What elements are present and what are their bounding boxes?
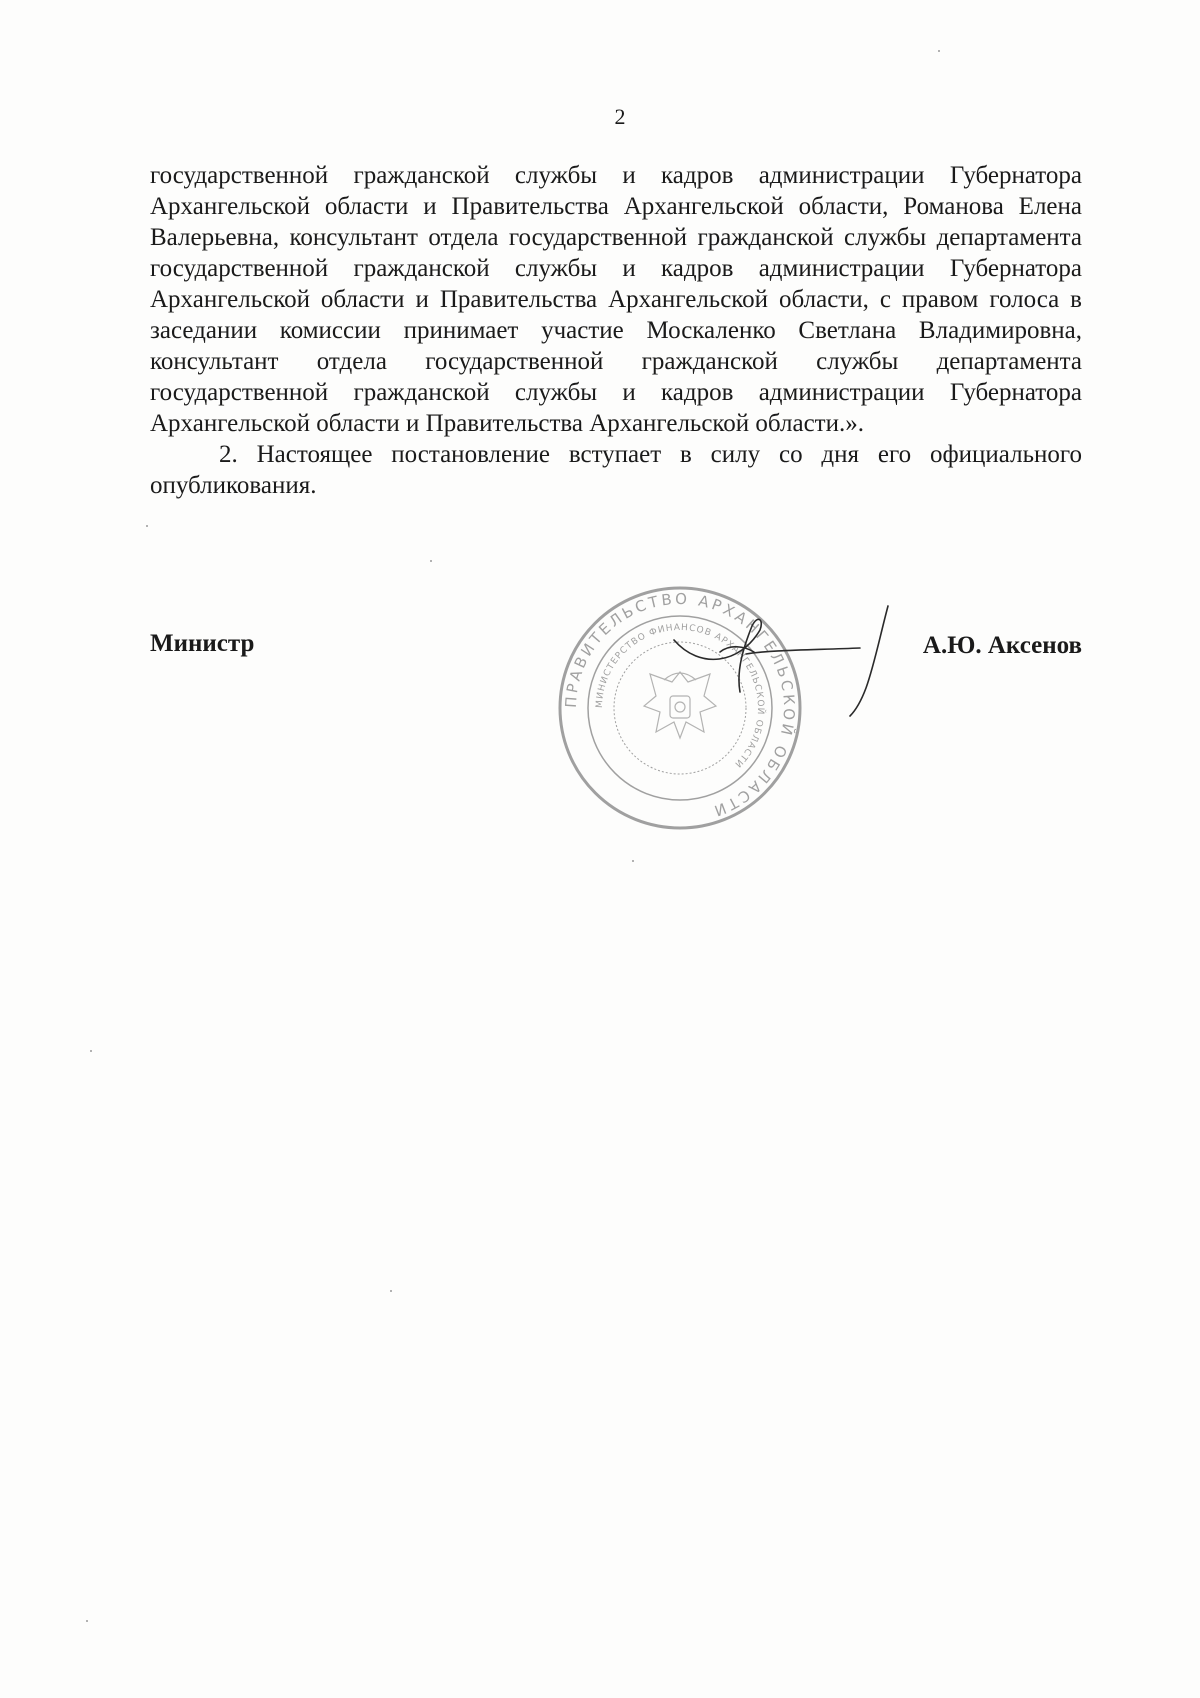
- signature-block: [150, 630, 1082, 670]
- page-number: 2: [614, 104, 626, 129]
- scan-speck: [86, 1620, 88, 1622]
- scan-speck: [146, 525, 148, 527]
- scan-speck: [90, 1050, 92, 1052]
- scan-speck: [390, 1290, 392, 1292]
- document-body: [150, 160, 1082, 501]
- signer-title: Министр: [150, 630, 255, 657]
- signer-name: А.Ю. Аксенов: [922, 632, 1082, 659]
- paragraph-effective-date: 2. Настоящее постановление вступает в силу со дня его официального опубликования.: [150, 441, 1082, 499]
- seal-outer-text: ПРАВИТЕЛЬСТВО АРХАНГЕЛЬСКОЙ ОБЛАСТИ: [561, 589, 799, 821]
- scan-speck: [632, 860, 634, 862]
- seal-inner-text: МИНИСТЕРСТВО ФИНАНСОВ АРХАНГЕЛЬСКОЙ ОБЛАСТИ: [594, 622, 766, 770]
- scan-speck: [430, 560, 432, 562]
- scan-speck: [938, 50, 940, 52]
- paragraph-continuation: государственной гражданской службы и кадров администрации Губернатора Архангельской области и Правительства Архангельской области, Романова Елена Валерьевна, консультант отдела государственной гражданской службы департамента государственной гражданской службы и кадров администрации Губернатора Архангельской области и Правительства Архангельской области, с правом голоса в заседании комиссии принимает участие Москаленко Светлана Владимировна, консультант отдела государственной гражданской службы департамента государственной гражданской службы и кадров администрации Губернатора Архангельской области и Правительства Архангельской области.».: [150, 162, 1082, 437]
